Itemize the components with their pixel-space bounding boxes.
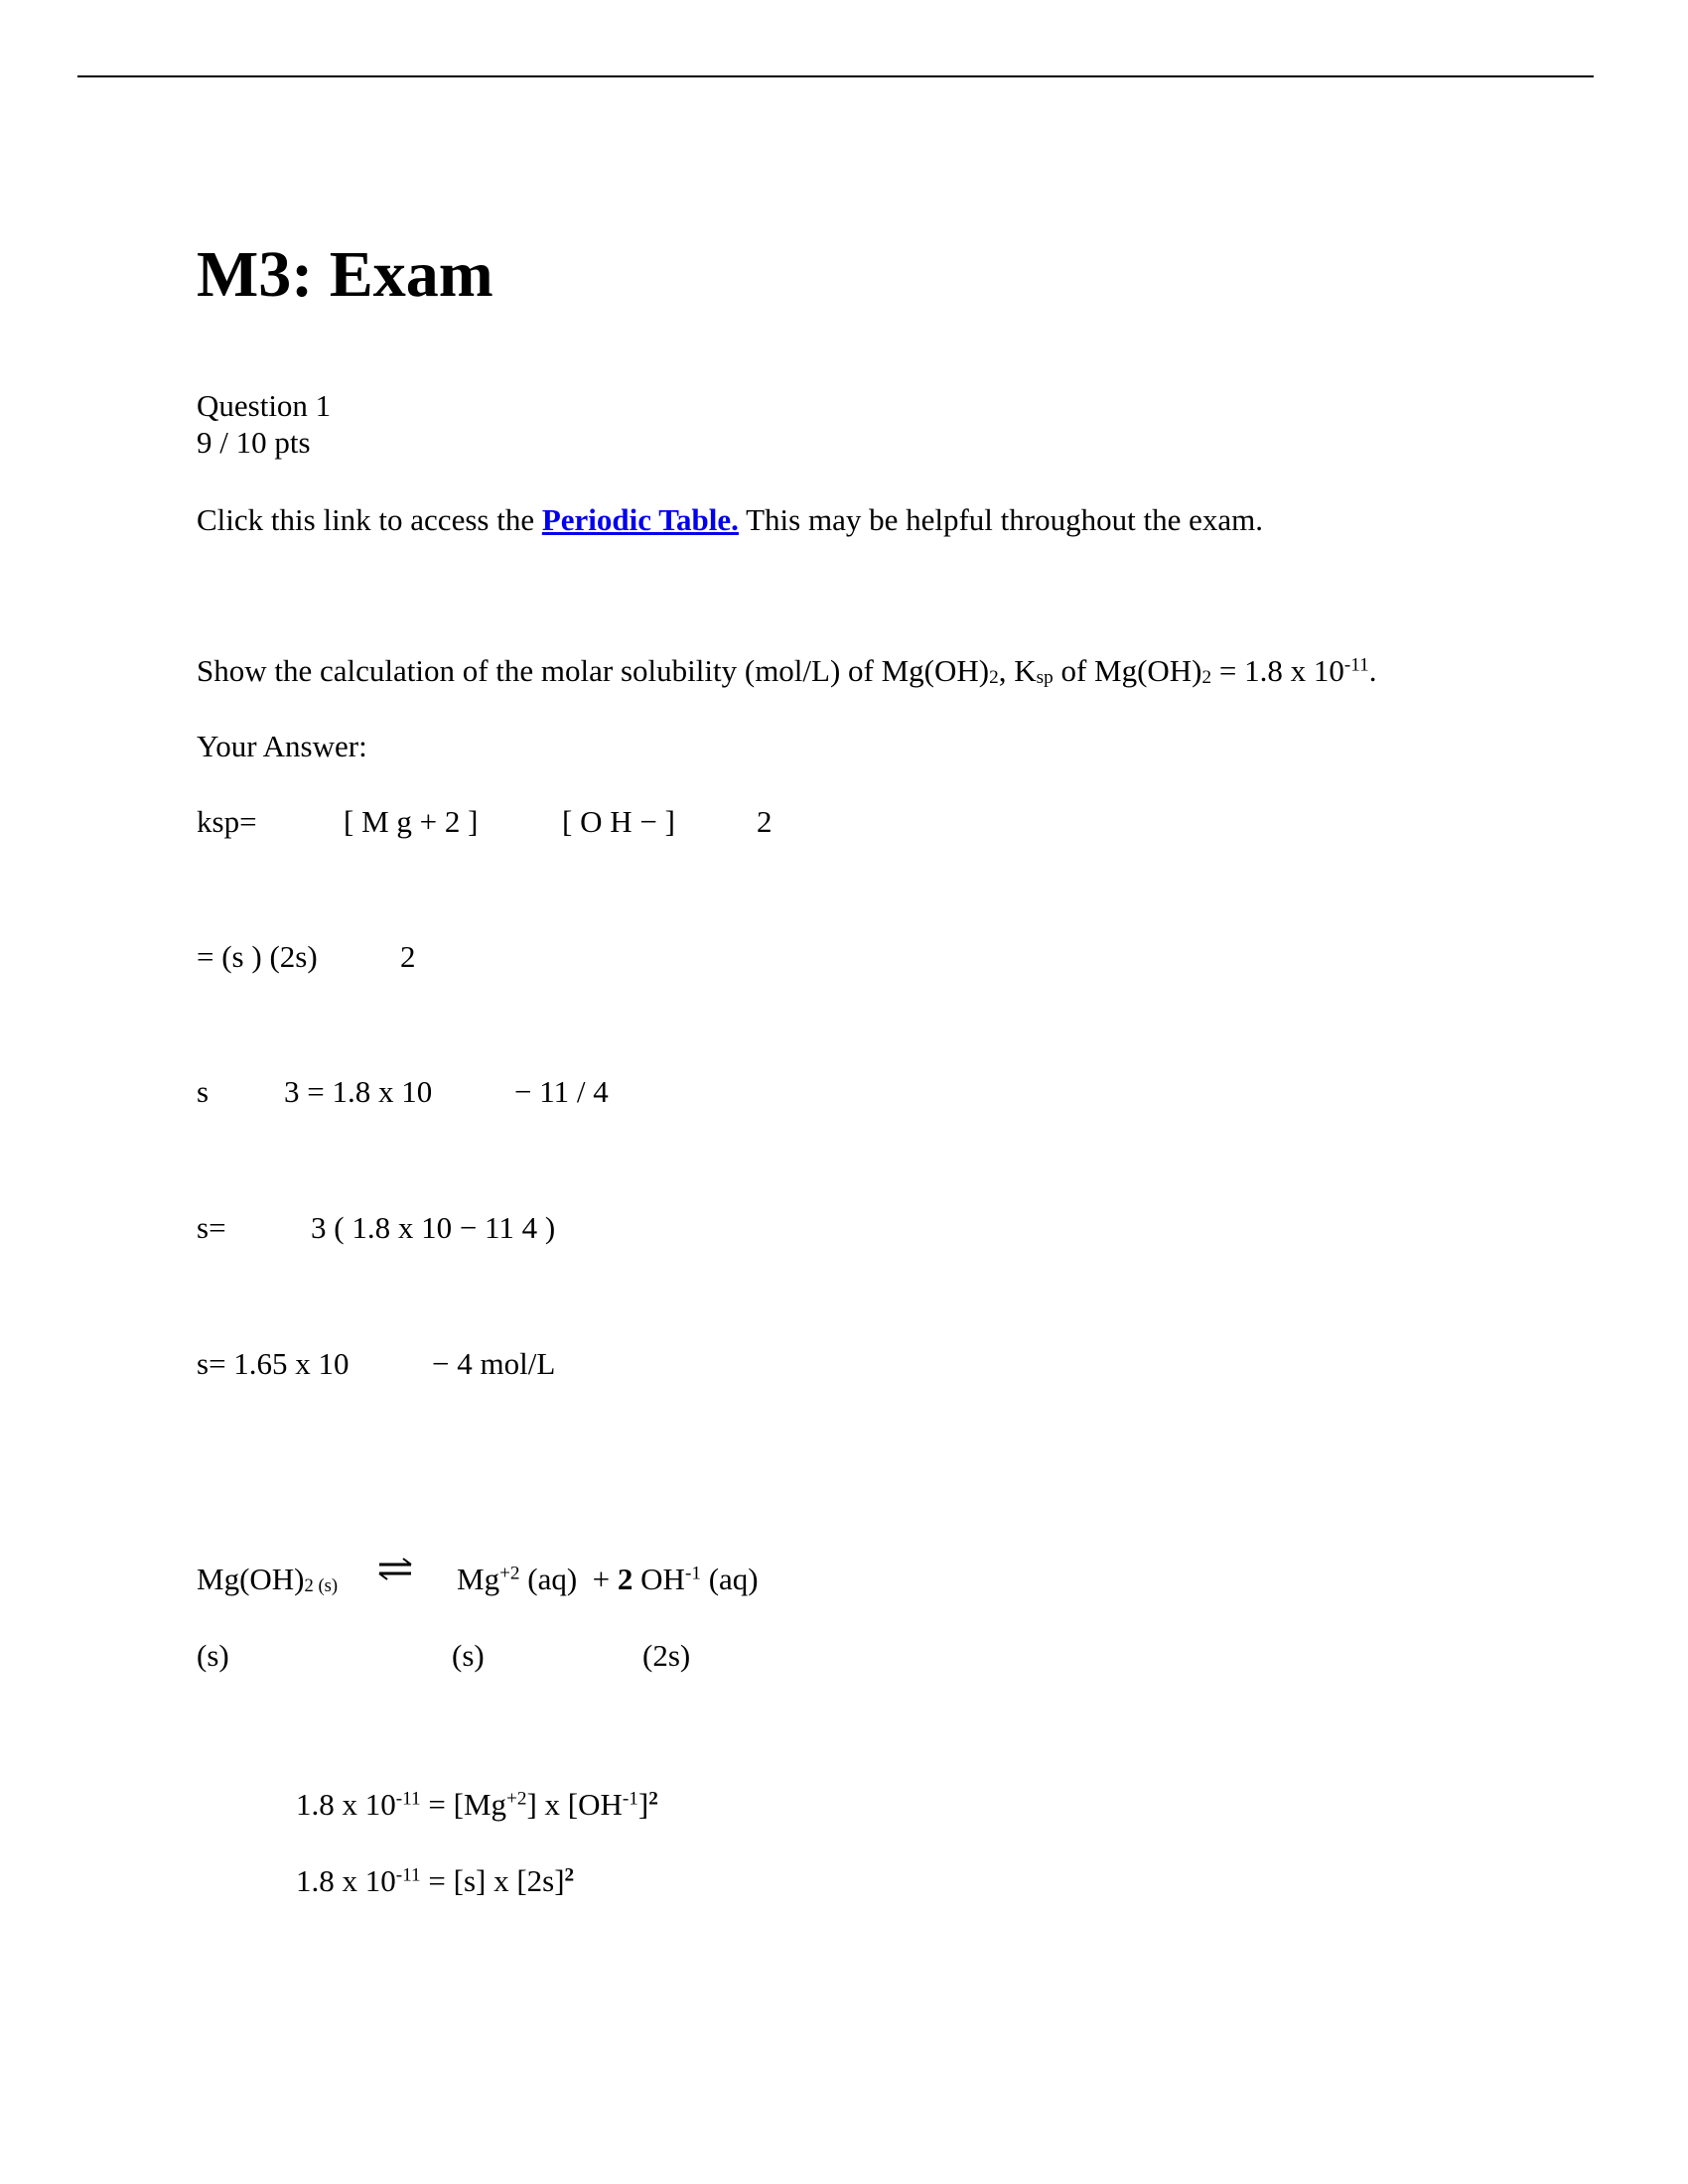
eq-text: = [s] x [2s]: [420, 1863, 565, 1898]
eq-sup: 2: [564, 1864, 575, 1886]
answer-label: Your Answer:: [197, 729, 367, 763]
eq-sup: 2: [648, 1788, 658, 1810]
equation-2: [296, 1865, 574, 1896]
answer-text: [ O H − ]: [562, 804, 675, 839]
prompt-sub: sp: [1036, 666, 1054, 688]
equation-1: [296, 1789, 658, 1820]
prompt-text: = 1.8 x 10: [1211, 653, 1344, 688]
reaction-products: [457, 1564, 759, 1594]
ice-row-value: (2s): [642, 1638, 691, 1673]
eq-sup: -11: [395, 1864, 421, 1886]
eq-text: ]: [637, 1787, 649, 1822]
question-score: 9 / 10 pts: [197, 425, 311, 460]
prompt-text: of Mg(OH): [1053, 653, 1202, 688]
answer-text: 3 ( 1.8 x 10 − 11 4 ): [311, 1210, 556, 1245]
coefficient: 2: [617, 1562, 633, 1596]
eq-text: = [Mg: [420, 1787, 507, 1822]
product-sup: -1: [684, 1563, 701, 1584]
answer-text: − 11 / 4: [514, 1074, 609, 1109]
equilibrium-arrow-icon: [377, 1557, 413, 1580]
answer-text: 2: [757, 804, 773, 839]
answer-text: s=: [197, 1210, 226, 1245]
answer-text: − 4 mol/L: [432, 1346, 556, 1381]
product-sup: +2: [499, 1563, 520, 1584]
answer-text: 2: [400, 939, 416, 974]
prompt-text: Show the calculation of the molar solubility (mol/L) of Mg(OH): [197, 653, 990, 688]
answer-text: 3 = 1.8 x 10: [284, 1074, 433, 1109]
eq-sup: +2: [506, 1788, 527, 1810]
answer-text: = (s ) (2s): [197, 939, 318, 974]
link-suffix: This may be helpful throughout the exam.: [746, 502, 1263, 537]
ice-row-value: (s): [197, 1638, 229, 1673]
ice-row-value: (s): [452, 1638, 485, 1673]
reactant-text: Mg(OH): [197, 1562, 305, 1596]
product-text: Mg: [457, 1562, 500, 1596]
eq-text: 1.8 x 10: [296, 1787, 396, 1822]
eq-sup: -1: [622, 1788, 638, 1810]
page-title: M3: Exam: [197, 238, 493, 311]
question-prompt: [197, 655, 1376, 686]
eq-sup: -11: [395, 1788, 421, 1810]
top-rule: [77, 75, 1594, 77]
product-text: (aq) +: [519, 1562, 618, 1596]
prompt-sub: 2: [989, 666, 999, 688]
product-text: OH: [633, 1562, 685, 1596]
answer-text: s= 1.65 x 10: [197, 1346, 350, 1381]
product-text: (aq): [700, 1562, 759, 1596]
question-label: Question 1: [197, 388, 332, 423]
prompt-sub: 2: [1201, 666, 1212, 688]
periodic-table-link[interactable]: Periodic Table.: [541, 502, 739, 537]
reactant-sub: 2 (s): [304, 1574, 339, 1596]
answer-text: [ M g + 2 ]: [344, 804, 479, 839]
periodic-table-line: [197, 504, 1263, 535]
eq-text: ] x [OH: [526, 1787, 623, 1822]
answer-text: ksp=: [197, 804, 257, 839]
prompt-sup: -11: [1343, 654, 1369, 676]
reaction-reactant: [197, 1564, 338, 1594]
prompt-text: .: [1368, 653, 1377, 688]
link-prefix: Click this link to access the: [197, 502, 535, 537]
answer-text: s: [197, 1074, 210, 1109]
eq-text: 1.8 x 10: [296, 1863, 396, 1898]
prompt-text: , K: [998, 653, 1037, 688]
